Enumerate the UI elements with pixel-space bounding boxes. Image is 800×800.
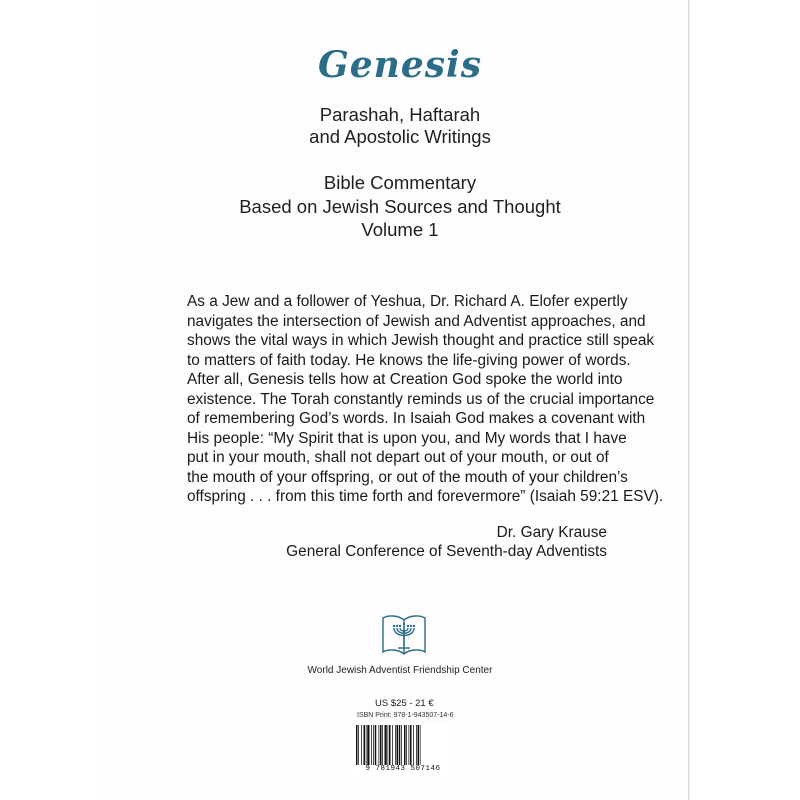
barcode-bar (385, 725, 387, 765)
barcode-bar (389, 725, 391, 765)
barcode-bar (404, 725, 406, 765)
barcode-bar (399, 725, 401, 765)
endorsement-line: put in your mouth, shall not depart out of your mouth, or out of (187, 449, 609, 466)
subtitle-line-1: Parashah, Haftarah (319, 104, 481, 125)
price-label: US $25 - 21 € (375, 698, 434, 709)
barcode-digits: 9 781943 507146 (365, 765, 441, 773)
endorsement-line: shows the vital ways in which Jewish thought and practice still speak (187, 332, 655, 349)
organization-name: World Jewish Adventist Friendship Center (307, 665, 493, 676)
barcode-bar (366, 725, 367, 765)
barcode-bar (361, 725, 362, 765)
barcode-bar (364, 725, 366, 765)
endorsement-line: the mouth of your offspring, or out of the mouth of your children’s (187, 468, 628, 486)
barcode-bar (395, 725, 396, 765)
endorsement-line: His people: “My Spirit that is upon you, and My words that I have (187, 429, 627, 447)
endorser-name: Dr. Gary Krause (496, 524, 607, 541)
subtitle-line-3: Bible Commentary (323, 172, 477, 193)
barcode-bar (416, 725, 417, 765)
endorser-affiliation: General Conference of Seventh-day Adventists (286, 543, 607, 560)
barcode-bar (388, 725, 389, 765)
barcode-bar (401, 725, 402, 765)
menorah-book-logo-icon (380, 612, 428, 662)
endorsement-text (187, 292, 664, 507)
barcode-bar (418, 725, 420, 765)
barcode-bar (375, 725, 377, 765)
endorsement-line: offspring . . . from this time forth and forevermore” (Isaiah 59:21 ESV). (187, 488, 664, 505)
barcode-bar (379, 725, 380, 765)
subtitle-line-2: and Apostolic Writings (309, 126, 491, 147)
barcode-bars (355, 725, 451, 765)
barcode-bar (397, 725, 399, 765)
endorsement-line: of remembering God’s words. In Isaiah God makes a covenant with (187, 410, 646, 427)
barcode-bar (367, 725, 369, 765)
isbn-label: ISBN Print: 978-1-943507-14-6 (357, 712, 454, 719)
barcode-bar (382, 725, 383, 765)
barcode-bar (420, 725, 421, 765)
barcode-bar (358, 725, 359, 765)
barcode-bar (392, 725, 393, 765)
barcode-bar (413, 725, 414, 765)
endorsement-line: existence. The Torah constantly reminds us of the crucial importance (187, 390, 655, 408)
book-title: Genesis (318, 44, 482, 86)
endorsement-line: to matters of faith today. He knows the life-giving power of words. (187, 351, 631, 369)
barcode-bar (410, 725, 412, 765)
barcode-bar (406, 725, 407, 765)
barcode-bar (356, 725, 358, 765)
subtitle-line-5: Volume 1 (361, 219, 439, 240)
barcode-bar (371, 725, 372, 765)
barcode (351, 723, 455, 776)
barcode-bar (380, 725, 382, 765)
subtitle-line-4: Based on Jewish Sources and Thought (239, 196, 561, 217)
barcode-bar (409, 725, 410, 765)
endorsement-line: As a Jew and a follower of Yeshua, Dr. Richard A. Elofer expertly (187, 293, 628, 310)
barcode-bar (373, 725, 374, 765)
endorsement-line: navigates the intersection of Jewish and Adventist approaches, and (187, 312, 646, 330)
endorsement-line: After all, Genesis tells how at Creation God spoke the world into (187, 371, 623, 388)
